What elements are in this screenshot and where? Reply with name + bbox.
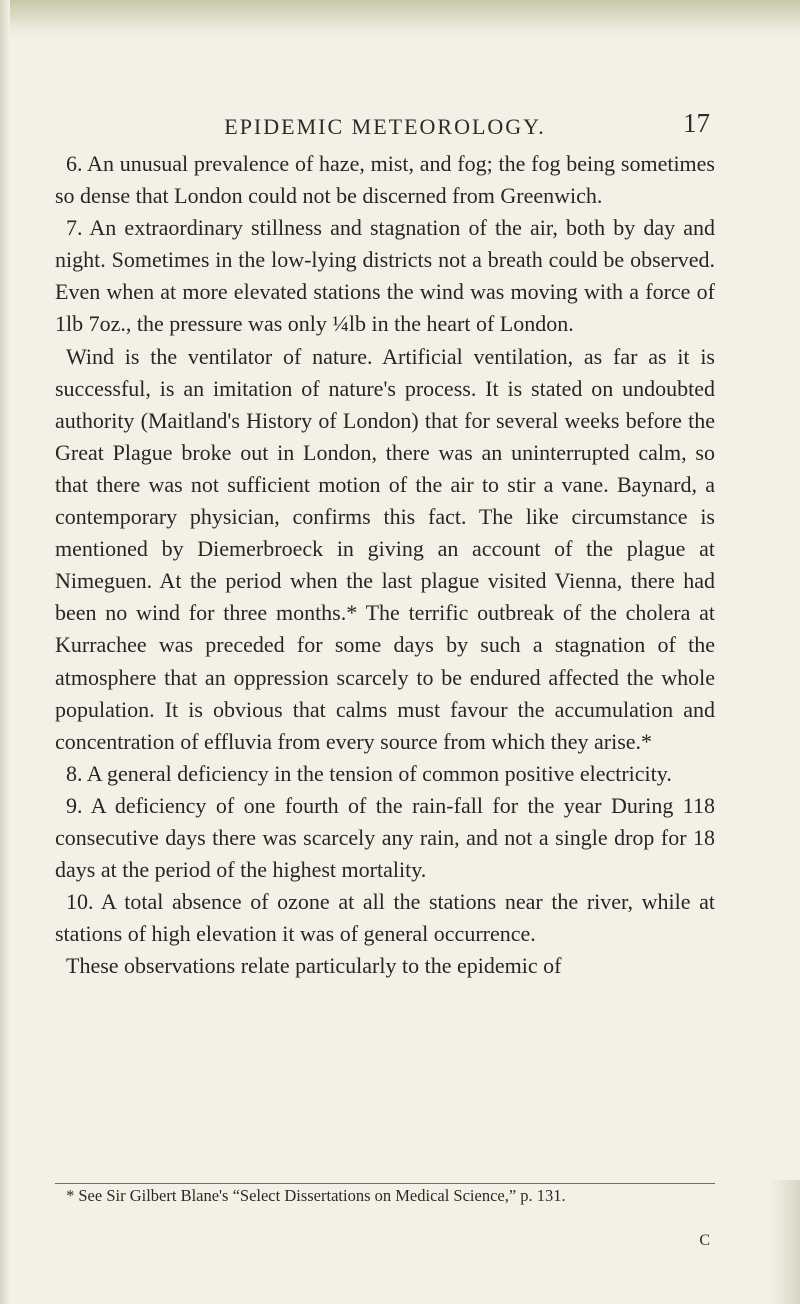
body-text [55, 148, 715, 982]
page-left-edge [0, 0, 10, 1304]
signature-mark: C [699, 1232, 710, 1249]
running-head: EPIDEMIC METEOROLOGY. [224, 114, 546, 139]
footnote-divider [55, 1183, 715, 1184]
paragraph-item-7: 7. An extraordinary stillness and stagnation of the air, both by day and night. Sometimes in the low-lying districts not a breath could be observed. Even when at more elevated stations the wind was moving with a force of 1lb 7oz., the pressure was only ¼lb in the heart of London. [55, 215, 715, 337]
paragraph-item-8: 8. A general deficiency in the tension of common positive electricity. [66, 760, 672, 786]
paragraph-item-9: 9. A deficiency of one fourth of the rain-fall for the year During 118 consecutive days there was scarcely any rain, and not a single drop for 18 days at the period of the highest mortality. [55, 792, 715, 883]
page-top-edge [0, 0, 800, 40]
page-number: 17 [683, 108, 710, 138]
paragraph-item-10: 10. A total absence of ozone at all the stations near the river, while at stations of high elevation it was of general occurrence. [55, 889, 715, 947]
paragraph-item-6: 6. An unusual prevalence of haze, mist, and fog; the fog being sometimes so dense that London could not be discerned from Greenwich. [55, 151, 715, 209]
paragraph-observations: These observations relate particularly to the epidemic of [66, 953, 562, 979]
page-header [60, 108, 710, 150]
footnote: * See Sir Gilbert Blane's “Select Dissertations on Medical Science,” p. 131. [66, 1186, 566, 1205]
paragraph-wind: Wind is the ventilator of nature. Artificial ventilation, as far as it is successful, is an imitation of nature's process. It is stated on undoubted authority (Maitland's History of London) that for several weeks before the Great Plague broke out in London, there was an uninterrupted calm, so that there was not sufficient motion of the air to stir a vane. Baynard, a contemporary physician, confirms this fact. The like circumstance is mentioned by Diemerbroeck in giving an account of the plague at Nimeguen. At the period when the last plague visited Vienna, there had been no wind for three months.* The terrific outbreak of the cholera at Kurrachee was preceded for some days by such a stagnation of the atmosphere that an oppression scarcely to be endured affected the whole population. It is obvious that calms must favour the accumulation and concentration of effluvia from every source from which they arise.* [55, 343, 715, 754]
page-right-edge [770, 1180, 800, 1304]
